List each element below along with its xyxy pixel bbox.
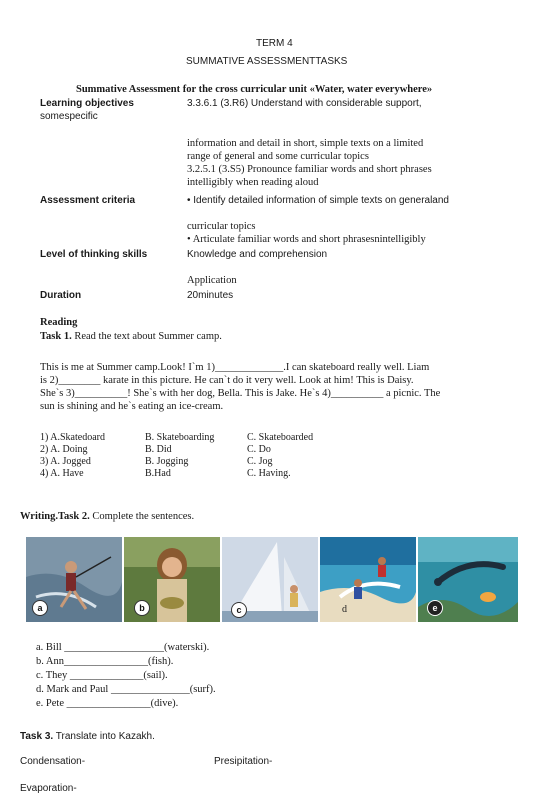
learning-objectives-cont3: 3.2.5.1 (3.S5) Pronounce familiar words and short phrases (187, 164, 432, 175)
fishing-picture (124, 537, 220, 622)
word-presipitation: Presipitation- (214, 756, 273, 767)
task2-instruction (20, 511, 194, 522)
sentence-c: c. They ______________(sail). (36, 670, 168, 681)
reading-heading: Reading (40, 317, 78, 328)
learning-objectives-cont1: information and detail in short, simple texts on a limited (187, 138, 424, 149)
learning-objectives-cont4: intelligibly when reading aloud (187, 177, 319, 188)
reading-paragraph-line1: This is me at Summer camp.Look! I`m 1)_____________.I can skateboard really well. Liam (40, 362, 430, 373)
option-2a: 2) A. Doing (40, 444, 88, 455)
learning-objectives-line2: somespecific (40, 111, 98, 122)
option-1c: C. Skateboarded (247, 432, 314, 443)
option-1b: B. Skateboarding (145, 432, 215, 443)
task3-label: Task 3. (20, 731, 54, 742)
badge-e: e (427, 600, 443, 616)
assessment-criteria-line3: • Articulate familiar words and short phrasesnintelligibly (187, 234, 426, 245)
task2-text: Complete the sentences. (89, 511, 195, 522)
badge-d: d (342, 604, 347, 615)
sentence-d: d. Mark and Paul _______________(surf). (36, 684, 216, 695)
assessment-criteria-label: Assessment criteria (40, 195, 136, 206)
task3-instruction (20, 731, 155, 742)
task1-label: Task 1. (40, 331, 72, 342)
surfing-picture (320, 537, 416, 622)
sentence-a: a. Bill ___________________(waterski). (36, 642, 210, 653)
option-4c: C. Having. (247, 468, 291, 479)
learning-objectives-label: Learning objectives (40, 98, 134, 109)
diving-picture (418, 537, 518, 622)
term-heading: TERM 4 (256, 38, 293, 49)
assessment-criteria-line2: curricular topics (187, 221, 256, 232)
sentence-e: e. Pete ________________(dive). (36, 698, 179, 709)
sailing-picture (222, 537, 318, 622)
waterski-picture (26, 537, 122, 622)
word-condensation: Condensation- (20, 756, 86, 767)
duration-value: 20minutes (187, 290, 234, 301)
sentence-b: b. Ann________________(fish). (36, 656, 174, 667)
option-3c: C. Jog (247, 456, 273, 467)
task1-text: Read the text about Summer camp. (71, 331, 222, 342)
learning-objectives-cont2: range of general and some curricular topics (187, 151, 369, 162)
option-4a: 4) A. Have (40, 468, 84, 479)
option-4b: B.Had (145, 468, 171, 479)
task1-instruction (40, 331, 222, 342)
page-title: SUMMATIVE ASSESSMENTTASKS (186, 56, 348, 67)
thinking-skills-value2: Application (187, 275, 237, 286)
duration-label: Duration (40, 290, 82, 301)
option-1a: 1) A.Skatedoard (40, 432, 105, 443)
option-3b: B. Jogging (145, 456, 189, 467)
page-subtitle: Summative Assessment for the cross curricular unit «Water, water everywhere» (76, 84, 433, 95)
option-2c: C. Do (247, 444, 271, 455)
reading-paragraph-line2: is 2)________ karate in this picture. He can`t do it very well. Look at him! This is Daisy. (40, 375, 414, 386)
option-3a: 3) A. Jogged (40, 456, 91, 467)
task2-label: Writing.Task 2. (20, 511, 90, 522)
assessment-criteria-line1: • Identify detailed information of simple texts on generaland (187, 195, 449, 206)
badge-c: c (231, 602, 247, 618)
task3-text: Translate into Kazakh. (53, 731, 155, 742)
word-evaporation: Evaporation- (20, 783, 77, 794)
badge-a: a (32, 600, 48, 616)
option-2b: B. Did (145, 444, 172, 455)
thinking-skills-value: Knowledge and comprehension (187, 249, 328, 260)
badge-b: b (134, 600, 150, 616)
learning-objectives-line1: 3.3.6.1 (3.R6) Understand with considerable support, (187, 98, 422, 109)
reading-paragraph-line4: sun is shining and he`s eating an ice-cream. (40, 401, 224, 412)
reading-paragraph-line3: She`s 3)__________! She`s with her dog, Bella. This is Jake. He`s 4)__________ a picnic. The (40, 388, 441, 399)
thinking-skills-label: Level of thinking skills (40, 249, 148, 260)
